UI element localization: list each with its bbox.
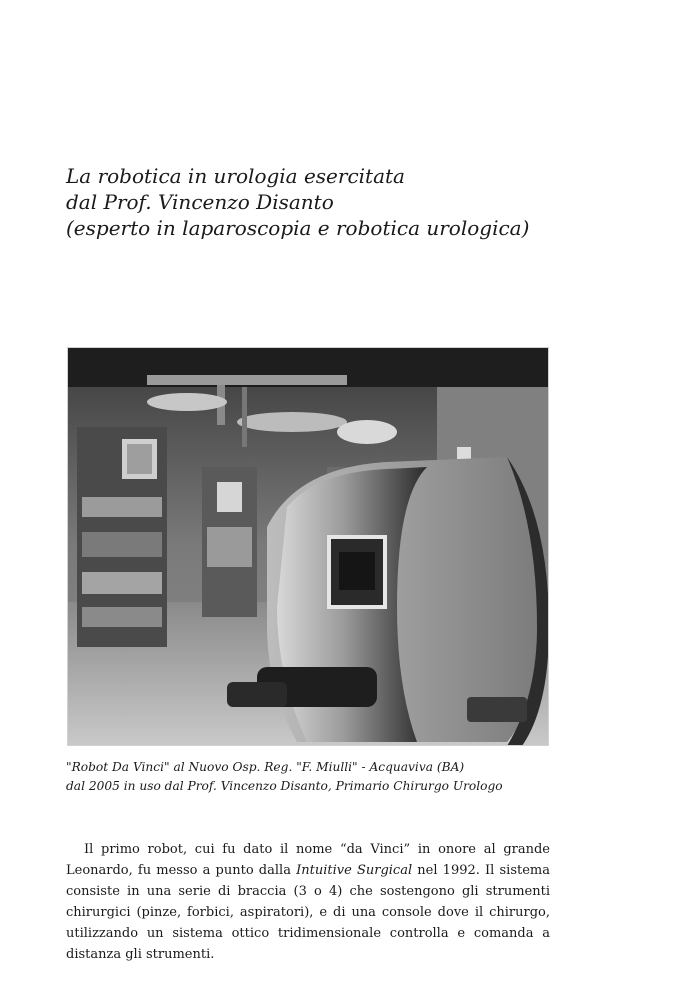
body-text-emphasis: Intuitive Surgical [296,863,413,878]
monitor-cart [202,467,257,617]
robot-photo [67,347,549,746]
wall-sign [457,447,471,459]
title-line-2: dal Prof. Vincenzo Disanto [66,190,334,214]
body-text-part-2: nel 1992. Il sistema consiste in una serie di braccia (3 o 4) che sostengono gli strumenti chirurgici (pinze, forbici, aspiratori), e di una console dove il chirurgo, utilizzando un sistema ottico tridimensionale controlla e comanda a distanza gli strumenti. [66,863,550,962]
caption-line-2: dal 2005 in uso dal Prof. Vincenzo Disanto, Primario Chirurgo Urologo [66,779,503,793]
title-line-1: La robotica in urologia esercitata [66,164,405,188]
body-text-part-1: Il primo robot, cui fu dato il nome “da Vinci” in onore al grande Leonardo, fu messo a punto dalla [66,842,550,878]
robot-photo-drawing [67,347,549,746]
figure-caption [66,758,646,796]
caption-line-1: "Robot Da Vinci" al Nuovo Osp. Reg. "F. Miulli" - Acquaviva (BA) [66,760,465,774]
equipment-tower [77,427,167,647]
title-line-3: (esperto in laparoscopia e robotica urologica) [66,216,530,240]
page-title [66,163,626,241]
body-paragraph [66,839,550,965]
